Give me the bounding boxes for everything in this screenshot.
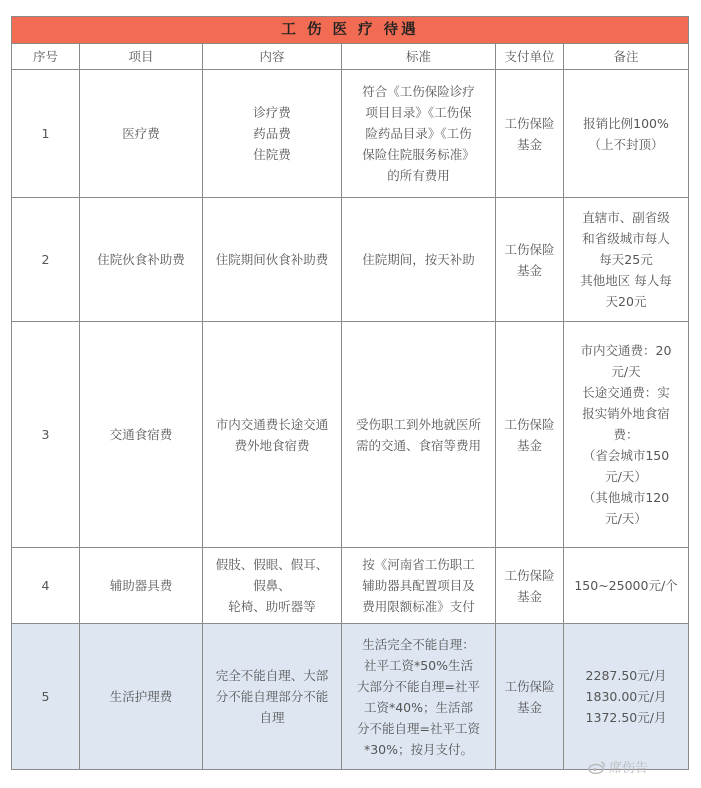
cell-line: 长途交通费：实	[582, 385, 670, 400]
cell-line: 和省级城市每人	[582, 231, 670, 246]
cell-payer	[496, 548, 564, 624]
cell-line: 分不能自理=社平工资	[357, 720, 480, 736]
cell-content	[203, 322, 342, 548]
cell-line: 基金	[516, 588, 542, 604]
cell-line: 工伤保险	[504, 678, 555, 694]
cell-line: 工伤保险	[504, 416, 555, 432]
cell-line: 按《河南省工伤职工	[362, 557, 475, 572]
header-item: 项目	[80, 44, 203, 70]
cell-line: 1372.50元/月	[585, 710, 667, 725]
cell-content	[203, 548, 342, 624]
cell-line: 项目目录》《工伤保	[365, 105, 472, 120]
cell-line: 工伤保险	[504, 115, 555, 131]
cell-line: （其他城市120	[582, 490, 670, 505]
cell-line: 基金	[516, 699, 542, 715]
injury-medical-table	[11, 16, 689, 770]
cell-line: 费：	[613, 427, 639, 442]
cell-no: 1	[12, 70, 80, 198]
cell-line: 费外地食宿费	[234, 437, 310, 453]
cell-line: 基金	[516, 437, 542, 453]
cell-line: 元/天）	[605, 469, 647, 484]
cell-note	[564, 198, 689, 322]
table-row	[12, 198, 689, 322]
cell-line: 报销比例100%	[583, 115, 669, 131]
header-no: 序号	[12, 44, 80, 70]
cell-line: 150~25000元/个	[574, 578, 678, 593]
weibo-icon	[588, 760, 606, 774]
weibo-watermark	[588, 757, 648, 776]
cell-note	[564, 322, 689, 548]
cell-note	[564, 70, 689, 198]
cell-line: 生活完全不能自理：	[362, 636, 475, 652]
table-row	[12, 322, 689, 548]
cell-line: 工资*40%；生活部	[363, 699, 474, 715]
cell-content	[203, 70, 342, 198]
table-row	[12, 548, 689, 624]
cell-no: 5	[12, 624, 80, 770]
cell-payer	[496, 198, 564, 322]
table-row	[12, 624, 689, 770]
cell-content	[203, 624, 342, 770]
cell-line: 1830.00元/月	[585, 689, 667, 704]
cell-line: 市内交通费：20	[580, 343, 672, 358]
cell-line: 天20元	[605, 294, 647, 309]
watermark-text: 席伤告	[609, 761, 649, 776]
cell-line: 其他地区 每人每	[580, 273, 672, 288]
header-payer: 支付单位	[496, 44, 564, 70]
cell-line: 诊疗费	[253, 105, 291, 120]
cell-line: 需的交通、食宿等费用	[355, 437, 481, 453]
cell-standard	[342, 548, 496, 624]
cell-payer	[496, 624, 564, 770]
cell-note	[564, 548, 689, 624]
cell-line: 假鼻、	[253, 578, 291, 593]
table-row	[12, 70, 689, 198]
cell-line: （省会城市150	[582, 448, 670, 463]
cell-item: 生活护理费	[80, 624, 203, 770]
cell-item: 医疗费	[80, 70, 203, 198]
cell-line: 假肢、假眼、假耳、	[215, 557, 329, 572]
cell-line: 直辖市、副省级	[582, 210, 670, 225]
cell-line: 报实销外地食宿	[582, 406, 670, 421]
cell-content	[203, 198, 342, 322]
cell-line: *30%；按月支付。	[363, 741, 474, 757]
cell-note	[564, 624, 689, 770]
cell-line: 住院费	[253, 147, 291, 162]
cell-payer	[496, 322, 564, 548]
cell-line: 元/天	[611, 364, 641, 379]
cell-line: 工伤保险	[504, 241, 555, 257]
cell-line: 完全不能自理、大部	[215, 668, 329, 683]
cell-line: 自理	[259, 710, 285, 725]
cell-line: 药品费	[253, 126, 291, 141]
cell-line: 险药品目录》《工伤	[365, 126, 472, 141]
cell-line: 每天25元	[599, 252, 653, 267]
cell-line: 辅助器具配置项目及	[362, 578, 475, 593]
cell-no: 4	[12, 548, 80, 624]
table-title: 工 伤 医 疗 待遇	[12, 17, 689, 44]
cell-line: 受伤职工到外地就医所	[355, 416, 481, 432]
cell-line: 2287.50元/月	[585, 668, 667, 683]
cell-line: 市内交通费长途交通	[215, 416, 329, 432]
cell-line: 大部分不能自理=社平	[357, 678, 480, 694]
header-row	[12, 44, 689, 70]
cell-line: 费用限额标准》支付	[362, 599, 475, 614]
cell-line: 工伤保险	[504, 567, 555, 583]
cell-standard	[342, 198, 496, 322]
cell-no: 3	[12, 322, 80, 548]
cell-payer	[496, 70, 564, 198]
cell-line: 基金	[516, 136, 542, 152]
cell-line: 的所有费用	[387, 168, 450, 183]
cell-line: 住院期间伙食补助费	[215, 252, 329, 267]
cell-item: 交通食宿费	[80, 322, 203, 548]
cell-item: 辅助器具费	[80, 548, 203, 624]
cell-standard	[342, 70, 496, 198]
cell-line: 社平工资*50%生活	[363, 657, 474, 673]
header-standard: 标准	[342, 44, 496, 70]
cell-item: 住院伙食补助费	[80, 198, 203, 322]
cell-line: 保险住院服务标准》	[362, 147, 475, 162]
cell-line: 基金	[516, 262, 542, 278]
cell-line: 住院期间，按天补助	[362, 252, 475, 267]
cell-line: 分不能自理部分不能	[215, 689, 329, 704]
cell-line: 元/天）	[605, 511, 647, 526]
cell-line: 轮椅、助听器等	[228, 599, 316, 614]
header-note: 备注	[564, 44, 689, 70]
header-content: 内容	[203, 44, 342, 70]
cell-line: （上不封顶）	[588, 136, 664, 152]
cell-no: 2	[12, 198, 80, 322]
cell-line: 符合《工伤保险诊疗	[362, 84, 475, 99]
cell-standard	[342, 624, 496, 770]
cell-standard	[342, 322, 496, 548]
